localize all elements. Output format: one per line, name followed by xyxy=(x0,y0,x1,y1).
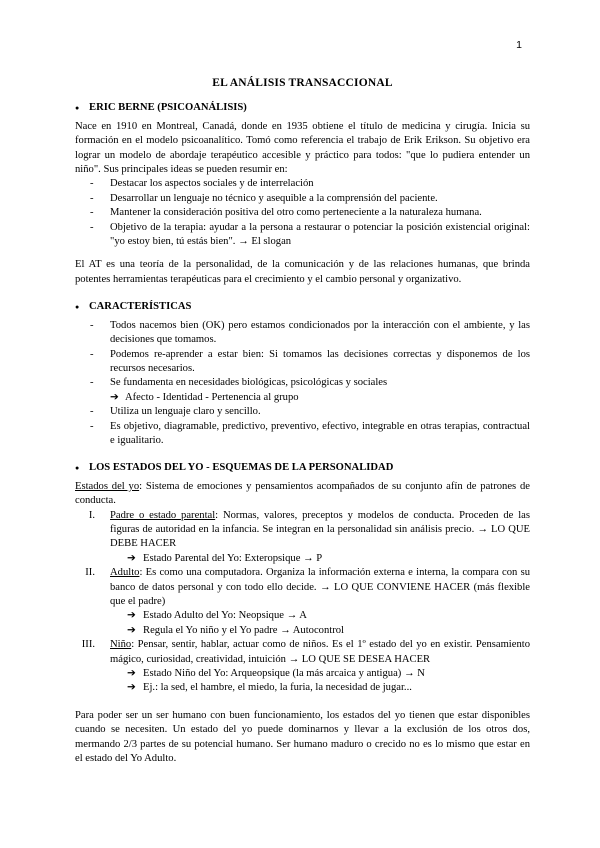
term-padre: Padre o estado parental xyxy=(110,509,216,521)
list-item: - Utiliza un lenguaje claro y sencillo. xyxy=(75,405,530,419)
list-item: - Destacar los aspectos sociales y de interrelación xyxy=(75,177,530,191)
list-item-adulto: II. Adulto: Es como una computadora. Organiza la información externa e interna, la compara con su banco de datos personal y con todo ello decide. → LO QUE CONVIENE HACER (más flexible que el padre) xyxy=(85,567,530,607)
arrow-subitem: ➔ Regula el Yo niño y el Yo padre → Autocontrol xyxy=(75,624,530,638)
list-item: - Desarrollar un lenguaje no técnico y asequible a la comprensión del paciente. xyxy=(75,192,530,206)
list-item: - Todos nacemos bien (OK) pero estamos condicionados por la interacción con el ambiente, y las decisiones que tomamos. xyxy=(75,319,530,348)
section-heading-estados-del-yo: ● LOS ESTADOS DEL YO - ESQUEMAS DE LA PERSONALIDAD xyxy=(75,461,530,475)
term-adulto: Adulto xyxy=(110,567,140,579)
page-number: 1 xyxy=(516,39,522,51)
list-item: - Podemos re-aprender a estar bien: Si tomamos las decisiones correctas y disponemos de los recursos necesarios. xyxy=(75,348,530,377)
section-heading-eric-berne: ● ERIC BERNE (PSICOANÁLISIS) xyxy=(75,101,530,115)
list-item-nino: III. Niño: Pensar, sentir, hablar, actuar como de niños. Es el 1º estado del yo en existir. Pensamiento mágico, curiosidad, creatividad, intuición → LO QUE SE DESEA HACER xyxy=(81,639,530,665)
arrow-icon: ➔ xyxy=(127,552,136,564)
arrow-subitem: ➔ Estado Adulto del Yo: Neopsique → A xyxy=(75,609,530,623)
arrow-icon: ➔ xyxy=(110,391,119,403)
arrow-icon: ➔ xyxy=(127,668,136,680)
list-item-padre: I. Padre o estado parental: Normas, valores, preceptos y modelos de conducta. Proceden de las figuras de autoridad en la infancia. Se integran en la personalidad sin análisis precio. → LO QUE DEBE HACER xyxy=(88,509,530,550)
document-title: EL ANÁLISIS TRANSACCIONAL xyxy=(212,77,393,89)
list-item: - Es objetivo, diagramable, predictivo, preventivo, efectivo, integrable en otras terapias, contractual e igualitario. xyxy=(75,420,530,449)
term-nino: Niño xyxy=(110,639,132,651)
ideas-list xyxy=(75,177,530,249)
paragraph-at-definition: El AT es una teoría de la personalidad, de la comunicación y de las relaciones humanas, que brinda potentes herramientas terapéuticas para el crecimiento y el cambio personal y organizativo. xyxy=(75,259,530,285)
arrow-icon: ➔ xyxy=(127,682,136,694)
arrow-subitem: ➔ Estado Parental del Yo: Exteropsique → P xyxy=(75,552,530,566)
paragraph-definition: Estados del yo: Sistema de emociones y pensamientos acompañados de su conjunto afín de patrones de conducta. xyxy=(75,480,530,507)
characteristics-list xyxy=(75,319,530,391)
paragraph-closing: Para poder ser un ser humano con buen funcionamiento, los estados del yo tienen que estar disponibles cuando se necesiten. Un estado del yo puede dominarnos y llevar a la exclusión de los otros dos, mermando 2/3 partes de su potencial humano. Ser humano maduro o crecido no es lo mismo que estar en el estado del Yo Adulto. xyxy=(75,709,530,765)
paragraph-intro: Nace en 1910 en Montreal, Canadá, donde en 1935 obtiene el título de medicina y cirugía. Inicia su formación en el modelo psicoanalítico. Tomó como referencia el trabajo de Erik Erikson. Su objetivo era lograr un modelo de abordaje terapéutico accesible y práctico para todos: "que lo pudiera entender un niño". Sus principales ideas se pueden resumir en: xyxy=(75,120,530,176)
ego-states-list xyxy=(75,509,530,552)
arrow-subitem: ➔ Estado Niño del Yo: Arqueopsique (la más arcaica y antigua) → N xyxy=(75,667,530,681)
list-item: - Se fundamenta en necesidades biológicas, psicológicas y sociales xyxy=(75,376,530,390)
arrow-subitem: ➔ Ej.: la sed, el hambre, el miedo, la furia, la necesidad de jugar... xyxy=(75,681,530,695)
arrow-icon: ➔ xyxy=(127,610,136,622)
list-item: - Objetivo de la terapia: ayudar a la persona a restaurar o potenciar la posición existencial original: "yo estoy bien, tú estás bien". → El slogan xyxy=(75,221,530,250)
section-heading-caracteristicas: ● CARACTERÍSTICAS xyxy=(75,300,530,314)
arrow-icon: ➔ xyxy=(127,624,136,636)
document-body xyxy=(75,76,530,766)
arrow-subitem: ➔ Afecto - Identidad - Pertenencia al grupo xyxy=(75,391,530,405)
term-estados-del-yo: Estados del yo xyxy=(75,480,140,492)
list-item: - Mantener la consideración positiva del otro como perteneciente a la naturaleza humana. xyxy=(75,206,530,220)
characteristics-list-continued xyxy=(75,405,530,448)
